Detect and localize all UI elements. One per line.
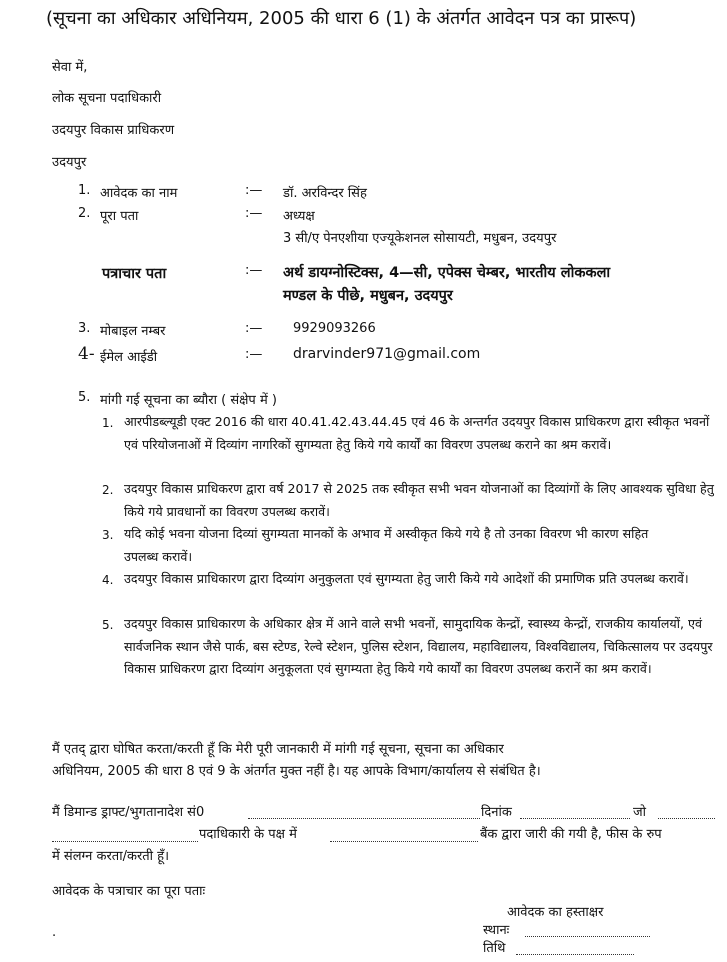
declaration-line1: मैं एतद् द्वारा घोषित करता/करती हूँ कि मेरी पूरी जानकारी में मांगी गई सूचना, सूचना का अधिकार <box>52 742 504 757</box>
recipient-organization: उदयपुर विकास प्राधिकरण <box>52 123 175 138</box>
field-separator: :— <box>245 347 263 362</box>
info-item-text: उदयपुर विकास प्राधिकारण द्वारा दिव्यांग अनुकुलता एवं सुगम्यता हेतु जारी किये गये आदेशों की प्रमाणिक प्रति उपलब्ध करावें। <box>124 571 689 586</box>
correspondence-value-line1: अर्थ डायग्नोस्टिक्स, 4—सी, एपेक्स चेम्बर, भारतीय लोककला <box>283 265 611 281</box>
info-item-number: 5. <box>102 618 114 632</box>
field-number: 3. <box>78 321 91 336</box>
field-number: 1. <box>78 183 91 198</box>
bank-blank[interactable] <box>330 841 478 842</box>
payment-line3: में संलग्न करता/करती हूँ। <box>52 849 170 864</box>
bank-label: बैंक द्वारा जारी की गयी है, फीस के रुप <box>480 827 662 842</box>
field-label: पत्राचार पता <box>102 266 167 282</box>
field-separator: :— <box>245 321 263 336</box>
date-label: दिनांक <box>481 805 512 820</box>
field-number: 5. <box>78 390 91 405</box>
dd-number-blank[interactable] <box>248 818 480 819</box>
officer-label: पदाधिकारी के पक्ष में <box>199 827 297 842</box>
correspondence-address-label: आवेदक के पत्राचार का पूरा पताः <box>52 884 206 899</box>
email-value: drarvinder971@gmail.com <box>293 346 481 362</box>
address-value-line2: 3 सी/ए पेनएशीया एज्यूकेशनल सोसायटी, मधुबन, उदयपुर <box>283 231 557 246</box>
info-item-text: उदयपुर विकास प्राधिकारण के अधिकार क्षेत्र में आने वाले सभी भवनों, सामुदायिक केन्द्रों, स्वास्थ्य केन्द्रों, राजकीय कार्यालयों, एवं सार्वजनिक स्थान जैसे पार्क, बस स्टेण्ड, रेल्वे स्टेशन, पुलिस स्टेशन, विद्यालय, महाविद्यालय, विश्वविद्यालय, चिकित्सालय पर उदयपुर विकास प्राधिकरण द्वारा दिव्यांग अनुकूलता एवं सुगम्यता हेतु किये गये कार्यों का विवरण उपलब्ध करानें का श्रम करावें। <box>124 616 713 676</box>
correspondence-value-line2: मण्डल के पीछे, मधुबन, उदयपुर <box>283 288 453 304</box>
mobile-number-value: 9929093266 <box>293 321 376 336</box>
field-label: पूरा पता <box>100 209 139 224</box>
salutation: सेवा में, <box>52 60 88 75</box>
applicant-name-value: डॉ. अरविन्दर सिंह <box>283 186 367 201</box>
field-label: मोबाइल नम्बर <box>100 324 166 339</box>
recipient-city: उदयपुर <box>52 155 87 170</box>
field-number: 4- <box>78 344 95 364</box>
field-label: आवेदक का नाम <box>100 186 178 201</box>
document-title: (सूचना का अधिकार अधिनियम, 2005 की धारा 6 (1) के अंतर्गत आवेदन पत्र का प्रारूप) <box>46 8 637 29</box>
address-dot: . <box>52 925 57 940</box>
info-item-number: 4. <box>102 573 114 587</box>
recipient-designation: लोक सूचना पदाधिकारी <box>52 91 162 106</box>
signature-label: आवेदक का हस्ताक्षर <box>507 905 604 920</box>
info-item-text: यदि कोई भवना योजना दिव्यां सुगम्यता मानकों के अभाव में अस्वीकृत किये गये है तो उनका विवरण भी कारण सहित उपलब्ध करावें। <box>124 526 649 564</box>
place-blank[interactable] <box>525 936 650 937</box>
dd-label: मैं डिमान्ड ड्राफ्ट/भुगतानादेश सं0 <box>52 805 205 820</box>
info-item-text: आरपीडब्ल्यूडी एक्ट 2016 की धारा 40.41.42.43.44.45 एवं 46 के अन्तर्गत उदयपुर विकास प्राधिकरण द्वारा स्वीकृत भवनों एवं परियोजनाओं में दिव्यांग नागरिकों सुगम्यता हेतु किये गये कार्यों का विवरण उपलब्ध कराने का श्रम करावें। <box>124 414 710 452</box>
declaration-line2: अधिनियम, 2005 की धारा 8 एवं 9 के अंतर्गत मुक्त नहीं है। यह आपके विभाग/कार्यालय से संबंधित है। <box>52 764 541 779</box>
field-separator: :— <box>245 183 263 198</box>
address-value-line1: अध्यक्ष <box>283 209 315 224</box>
place-label: स्थानः <box>483 923 510 938</box>
officer-blank[interactable] <box>52 841 198 842</box>
date-blank[interactable] <box>520 818 630 819</box>
continuation-blank[interactable] <box>658 818 715 819</box>
info-item-number: 1. <box>102 416 114 430</box>
jo-label: जो <box>633 805 647 820</box>
info-item-number: 3. <box>102 528 114 542</box>
info-item-number: 2. <box>102 483 114 497</box>
info-item-text: उदयपुर विकास प्राधिकरण द्वारा वर्ष 2017 से 2025 तक स्वीकृत सभी भवन योजनाओं का दिव्यांगों के लिए आवश्यक सुविधा हेतु किये गये प्रावधानों का विवरण उपलब्ध करावें। <box>124 481 714 519</box>
field-separator: :— <box>245 263 263 278</box>
info-sought-heading: मांगी गई सूचना का ब्यौरा ( संक्षेप में ) <box>100 393 277 408</box>
field-number: 2. <box>78 206 91 221</box>
field-label: ईमेल आईडी <box>100 350 158 365</box>
date-footer-label: तिथि <box>483 941 506 956</box>
field-separator: :— <box>245 206 263 221</box>
date-footer-blank[interactable] <box>516 954 634 955</box>
